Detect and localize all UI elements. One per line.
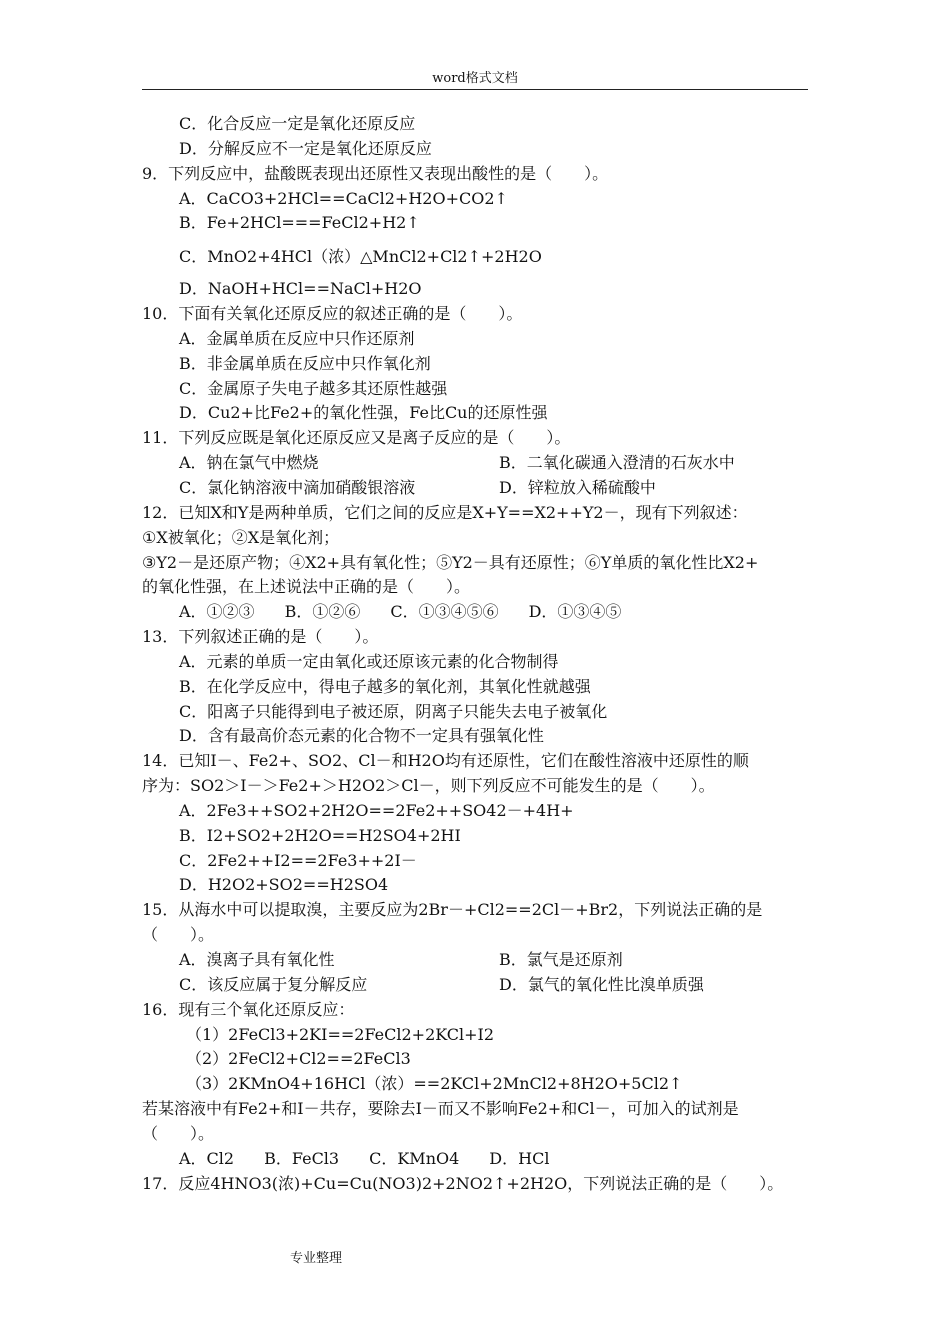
question-line: 11．下列反应既是氧化还原反应又是离子反应的是（ ）。 [142, 428, 571, 448]
option-row [142, 600, 808, 625]
option-text: D．锌粒放入稀硫酸中 [499, 477, 656, 497]
option-line: （2）2FeCl2+Cl2==2FeCl3 [186, 1049, 411, 1069]
option-text: A．钠在氯气中燃烧 [179, 453, 319, 473]
question-line: 16．现有三个氧化还原反应： [142, 999, 355, 1019]
option-line: （1）2FeCl3+2KI==2FeCl2+2KCl+I2 [186, 1024, 495, 1044]
option-line: A．CaCO3+2HCl==CaCl2+H2O+CO2↑ [179, 188, 508, 208]
option-line: C．化合反应一定是氧化还原反应 [179, 114, 416, 133]
option-line: A．2Fe3++SO2+2H2O==2Fe2++SO42－+4H+ [179, 800, 574, 820]
question-line: （ ）。 [142, 925, 215, 945]
option-text: C．该反应属于复分解反应 [179, 974, 368, 994]
option-text: C．氯化钠溶液中滴加硝酸银溶液 [179, 477, 416, 497]
page-footer: 专业整理 [290, 1251, 343, 1266]
option-text: B．①②⑥ [284, 602, 361, 622]
option-row [142, 973, 808, 998]
option-text: C．KMnO4 [369, 1148, 460, 1168]
option-line: C．阳离子只能得到电子被还原，阴离子只能失去电子被氧化 [179, 701, 608, 721]
page-header: word格式文档 [432, 71, 518, 86]
option-line: （3）2KMnO4+16HCl（浓）==2KCl+2MnCl2+8H2O+5Cl2↑ [186, 1074, 683, 1094]
option-text: B．FeCl3 [264, 1148, 340, 1168]
question-line: 若某溶液中有Fe2+和I－共存，要除去I－而又不影响Fe2+和Cl－，可加入的试剂是 [142, 1099, 739, 1119]
header-divider [142, 89, 808, 90]
option-line: D．分解反应不一定是氧化还原反应 [179, 138, 432, 158]
question-line: 14．已知I－、Fe2+、SO2、Cl－和H2O均有还原性，它们在酸性溶液中还原性的顺 [142, 751, 749, 771]
question-line: 12．已知X和Y是两种单质，它们之间的反应是X+Y==X2++Y2－，现有下列叙述： [142, 502, 748, 522]
option-line: A．金属单质在反应中只作还原剂 [179, 328, 415, 348]
option-row [142, 451, 808, 476]
option-text: B．二氧化碳通入澄清的石灰水中 [499, 453, 735, 473]
question-line: 10．下面有关氧化还原反应的叙述正确的是（ ）。 [142, 304, 523, 324]
option-line: D．Cu2+比Fe2+的氧化性强，Fe比Cu的还原性强 [179, 403, 548, 423]
question-line: ①X被氧化；②X是氧化剂； [142, 527, 340, 547]
option-row [142, 1147, 808, 1172]
option-line: B．I2+SO2+2H2O==H2SO4+2HI [179, 825, 461, 845]
option-line: D．含有最高价态元素的化合物不一定具有强氧化性 [179, 726, 544, 746]
question-line: 13．下列叙述正确的是（ ）。 [142, 627, 379, 647]
question-line: （ ）。 [142, 1123, 215, 1143]
question-line: 9．下列反应中，盐酸既表现出还原性又表现出酸性的是（ ）。 [142, 163, 609, 183]
option-line: D．NaOH+HCl==NaCl+H2O [179, 279, 422, 299]
question-line: 的氧化性强，在上述说法中正确的是（ ）。 [142, 577, 471, 597]
option-line: D．H2O2+SO2==H2SO4 [179, 875, 389, 895]
option-line: B．非金属单质在反应中只作氧化剂 [179, 353, 431, 373]
question-line: 17．反应4HNO3(浓)+Cu=Cu(NO3)2+2NO2↑+2H2O，下列说法正确的是（ ）。 [142, 1173, 784, 1193]
option-text: A．Cl2 [179, 1148, 235, 1168]
option-text: A．溴离子具有氧化性 [179, 950, 335, 969]
option-text: C．①③④⑤⑥ [390, 602, 499, 622]
question-line: 序为：SO2＞I－＞Fe2+＞H2O2＞Cl－，则下列反应不可能发生的是（ ）。 [142, 776, 715, 796]
question-line: ③Y2－是还原产物；④X2+具有氧化性；⑤Y2－具有还原性；⑥Y单质的氧化性比X2+ [142, 552, 759, 572]
question-line: 15．从海水中可以提取溴，主要反应为2Br－+Cl2==2Cl－+Br2，下列说法正确的是 [142, 900, 763, 920]
option-line: B．Fe+2HCl===FeCl2+H2↑ [179, 213, 420, 233]
option-text: A．①②③ [179, 602, 255, 622]
option-text: B．氯气是还原剂 [499, 950, 623, 969]
option-line: C．MnO2+4HCl（浓）△MnCl2+Cl2↑+2H2O [179, 247, 542, 267]
option-row [142, 948, 808, 973]
option-line: C．金属原子失电子越多其还原性越强 [179, 378, 448, 398]
option-line: B．在化学反应中，得电子越多的氧化剂，其氧化性就越强 [179, 676, 591, 696]
document-body [142, 112, 808, 1196]
option-text: D．①③④⑤ [528, 602, 622, 622]
option-text: D．氯气的氧化性比溴单质强 [499, 974, 704, 994]
option-line: A．元素的单质一定由氧化或还原该元素的化合物制得 [179, 651, 559, 671]
option-row [142, 476, 808, 501]
option-text: D．HCl [489, 1148, 550, 1168]
option-line: C．2Fe2++I2==2Fe3++2I－ [179, 850, 417, 870]
